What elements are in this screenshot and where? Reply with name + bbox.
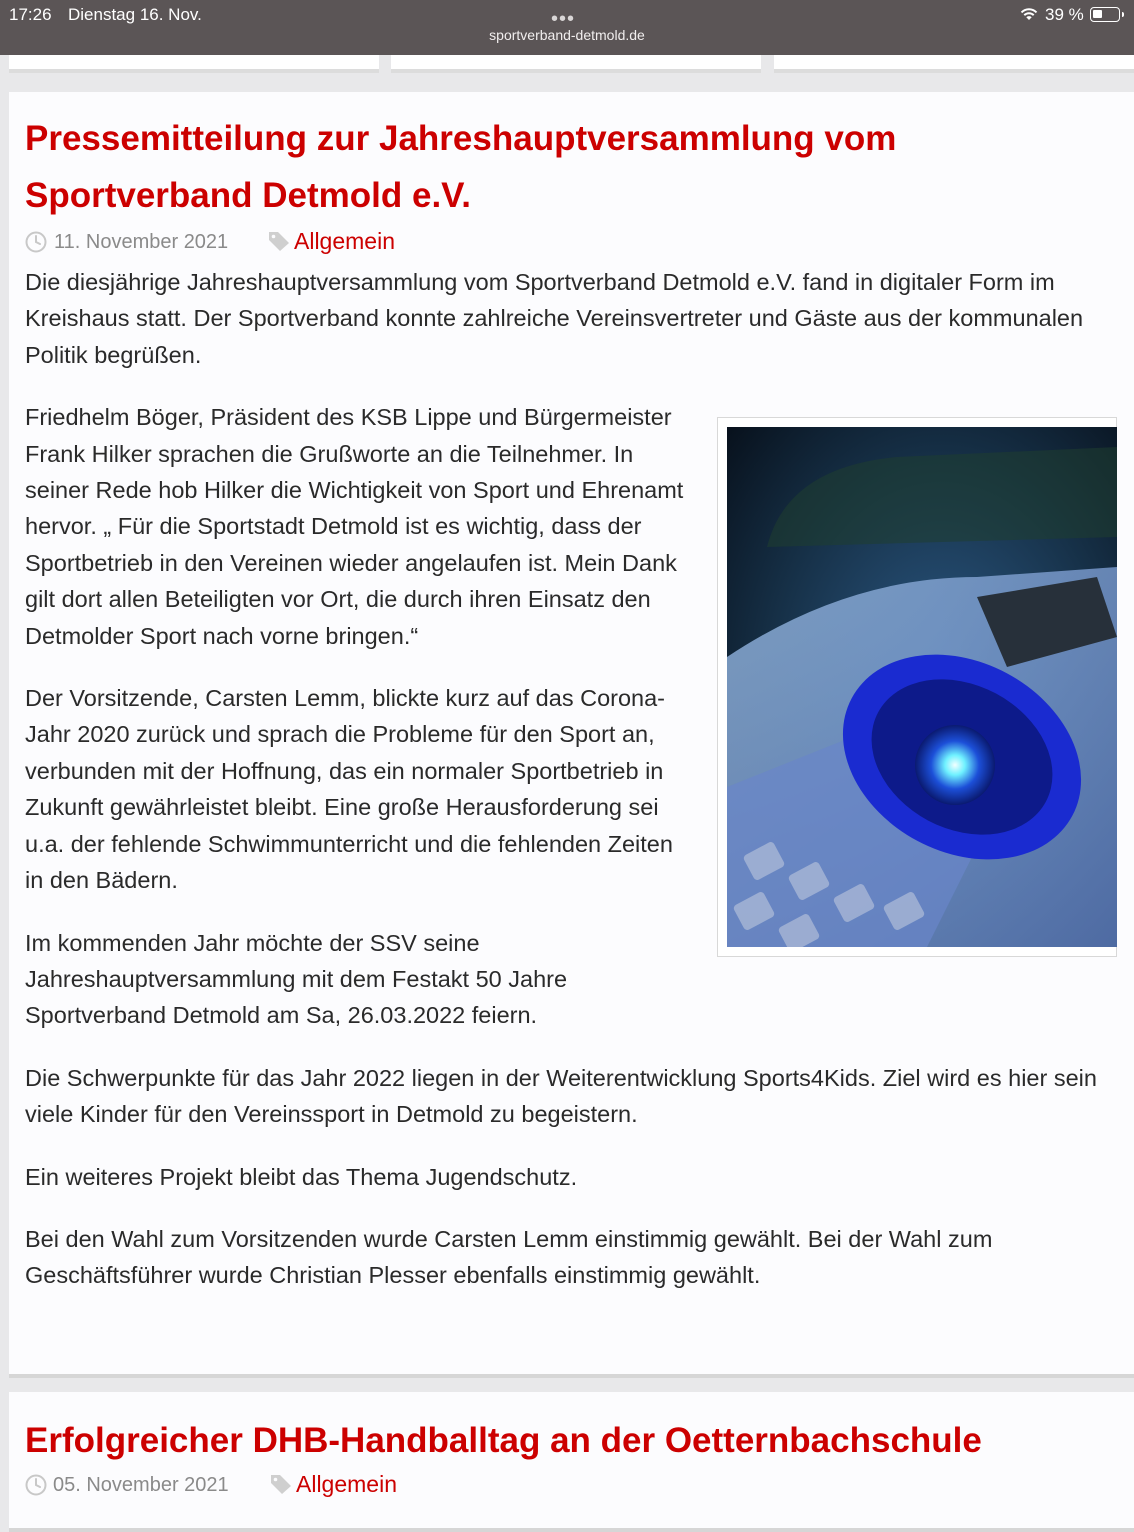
article-title-link[interactable]: Erfolgreicher DHB-Handballtag an der Oetternbachschule [25, 1421, 982, 1460]
previous-card [9, 55, 379, 73]
article-date: 11. November 2021 [54, 231, 229, 253]
article-category-link[interactable]: Allgemein [294, 228, 395, 254]
tag-icon [269, 1473, 293, 1495]
article-card [9, 1392, 1134, 1532]
battery-level [1093, 10, 1102, 18]
projector-photo-icon [727, 427, 1117, 947]
article-paragraph: Friedhelm Böger, Präsident des KSB Lippe und Bürgermeister Frank Hilker sprachen die Grußworte an die Teilnehmer. In seiner Rede hob Hilker die Wichtigkeit von Sport und Ehrenamt hervor. „ Für die Sportstadt Detmold ist es wichtig, dass der Sportbetrieb in den Vereinen wieder angelaufen ist. Mein Dank gilt dort allen Beteiligten vor Ort, die durch ihren Einsatz den Detmolder Sport nach vorne bringen.“ [25, 404, 684, 649]
article-paragraph: Bei den Wahl zum Vorsitzenden wurde Carsten Lemm einstimmig gewählt. Bei der Wahl zum Geschäftsführer wurde Christian Plesser ebenfalls einstimmig gewählt. [25, 1225, 993, 1289]
article-category-link[interactable]: Allgemein [296, 1471, 397, 1497]
multitasking-dots-icon[interactable]: ••• [551, 8, 576, 30]
wifi-icon [1019, 7, 1039, 21]
previous-card [391, 55, 761, 73]
article-paragraph: Die diesjährige Jahreshauptversammlung vom Sportverband Detmold e.V. fand in digitaler Form im Kreishaus statt. Der Sportverband konnte zahlreiche Vereinsvertreter und Gäste aus der kommunalen Politik begrüßen. [25, 269, 1084, 368]
article-body [25, 264, 1117, 1320]
article-paragraph: Ein weiteres Projekt bleibt das Thema Jugendschutz. [25, 1163, 578, 1190]
article-date: 05. November 2021 [53, 1474, 229, 1496]
tag-icon [267, 230, 291, 252]
article-meta [25, 228, 525, 256]
battery-icon [1090, 7, 1120, 22]
article-paragraph: Im kommenden Jahr möchte der SSV seine Jahreshauptversammlung mit dem Festakt 50 Jahre Sportverband Detmold am Sa, 26.03.2022 feiern. [25, 929, 568, 1029]
article-title-link[interactable]: Pressemitteilung zur Jahreshauptversammlung vom Sportverband Detmold e.V. [25, 119, 897, 215]
clock-icon [25, 1474, 47, 1496]
status-time: 17:26 [9, 5, 52, 24]
article-paragraph: Die Schwerpunkte für das Jahr 2022 liegen in der Weiterentwicklung Sports4Kids. Ziel wird es hier sein viele Kinder für den Vereinssport in Detmold zu begeistern. [25, 1064, 1097, 1128]
status-date: Dienstag 16. Nov. [68, 5, 202, 24]
article-meta [25, 1471, 525, 1499]
article-card [9, 92, 1134, 1378]
battery-percent: 39 % [1045, 5, 1084, 24]
article-paragraph: Der Vorsitzende, Carsten Lemm, blickte kurz auf das Corona-Jahr 2020 zurück und sprach die Probleme für den Sport an, verbunden mit der Hoffnung, das ein normaler Sportbetrieb in Zukunft gewährleistet bleibt. Eine große Herausforderung sei u.a. der fehlende Schwimmunterricht und die fehlenden Zeiten in den Bädern. [25, 685, 673, 894]
address-bar-url[interactable]: sportverband-detmold.de [489, 27, 645, 43]
clock-icon [25, 231, 47, 253]
status-bar [0, 0, 1134, 55]
previous-card [774, 55, 1134, 73]
article-image[interactable] [717, 417, 1117, 957]
